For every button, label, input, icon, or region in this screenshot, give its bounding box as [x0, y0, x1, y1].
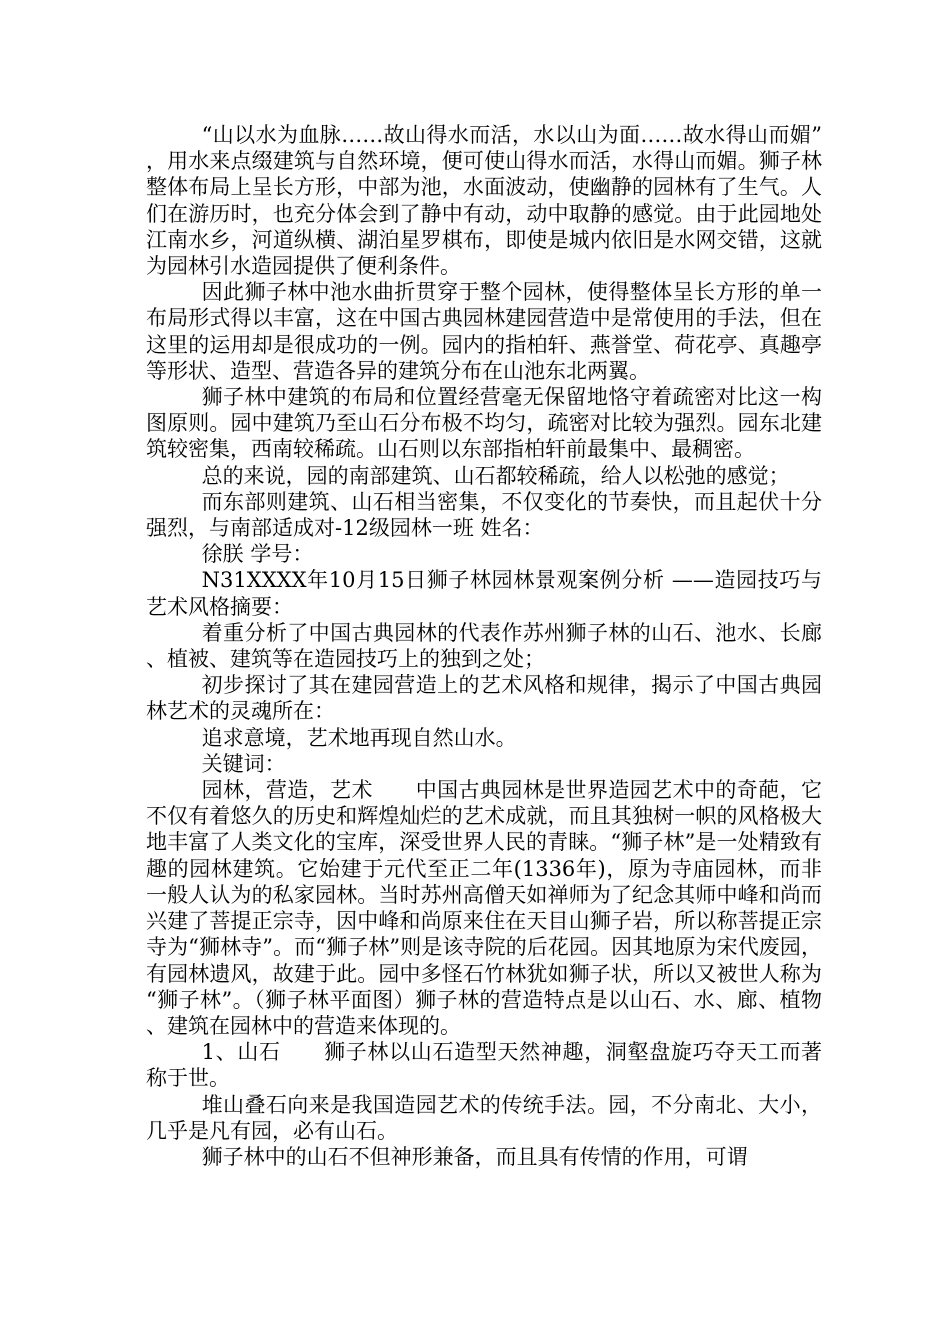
paragraph: N31XXXX年10月15日狮子林园林景观案例分析 ——造园技巧与艺术风格摘要： — [146, 568, 822, 619]
paragraph: 1、山石 狮子林以山石造型天然神趣，洞壑盘旋巧夺天工而著称于世。 — [146, 1040, 822, 1091]
paragraph: 关键词： — [201, 751, 286, 776]
paragraph: 初步探讨了其在建园营造上的艺术风格和规律，揭示了中国古典园林艺术的灵魂所在： — [146, 673, 822, 724]
paragraph: 因此狮子林中池水曲折贯穿于整个园林，使得整体呈长方形的单一布局形式得以丰富，这在中国古典园林建园营造中是常使用的手法，但在这里的运用却是很成功的一例。园内的指柏轩、燕誉堂、荷花亭、真趣亭等形状、造型、营造各异的建筑分布在山池东北两翼。 — [146, 280, 822, 383]
document-page — [146, 122, 822, 1170]
paragraph: 狮子林中建筑的布局和位置经营毫无保留地恪守着疏密对比这一构图原则。园中建筑乃至山石分布极不均匀，疏密对比较为强烈。园东北建筑较密集，西南较稀疏。山石则以东部指柏轩前最集中、最稠密。 — [146, 385, 822, 462]
paragraph: 总的来说，园的南部建筑、山石都较稀疏，给人以松弛的感觉； — [201, 463, 790, 488]
paragraph: 着重分析了中国古典园林的代表作苏州狮子林的山石、池水、长廊、植被、建筑等在造园技巧上的独到之处； — [146, 620, 822, 672]
paragraph: 追求意境，艺术地再现自然山水。 — [201, 725, 517, 750]
paragraph: 狮子林中的山石不但神形兼备，而且具有传情的作用，可谓 — [201, 1144, 748, 1169]
paragraph: 而东部则建筑、山石相当密集，不仅变化的节奏快，而且起伏十分强烈，与南部适成对-12级园林一班 姓名： — [146, 489, 822, 541]
paragraph: 园林，营造，艺术 中国古典园林是世界造园艺术中的奇葩，它不仅有着悠久的历史和辉煌灿烂的艺术成就，而且其独树一帜的风格极大地丰富了人类文化的宝库，深受世界人民的青睐。“狮子林”是一处精致有趣的园林建筑。它始建于元代至正二年(1336年)，原为寺庙园林，而非一般人认为的私家园林。当时苏州高僧天如禅师为了纪念其师中峰和尚而兴建了菩提正宗寺，因中峰和尚原来住在天目山狮子岩，所以称菩提正宗寺为“狮林寺”。而“狮子林”则是该寺院的后花园。因其地原为宋代废园，有园林遗风，故建于此。园中多怪石竹林犹如狮子状，所以又被世人称为“狮子林”。（狮子林平面图）狮子林的营造特点是以山石、水、廊、植物、建筑在园林中的营造来体现的。 — [146, 778, 822, 1038]
paragraph: “山以水为血脉……故山得水而活，水以山为面……故水得山而媚”，用水来点缀建筑与自然环境，便可使山得水而活，水得山而媚。狮子林整体布局上呈长方形，中部为池，水面波动，使幽静的园林有了生气。人们在游历时，也充分体会到了静中有动，动中取静的感觉。由于此园地处江南水乡，河道纵横、湖泊星罗棋布，即使是城内依旧是水网交错，这就为园林引水造园提供了便利条件。 — [146, 123, 822, 279]
paragraph: 徐朕 学号： — [201, 542, 314, 567]
paragraph: 堆山叠石向来是我国造园艺术的传统手法。园，不分南北、大小，几乎是凡有园，必有山石。 — [146, 1092, 822, 1143]
